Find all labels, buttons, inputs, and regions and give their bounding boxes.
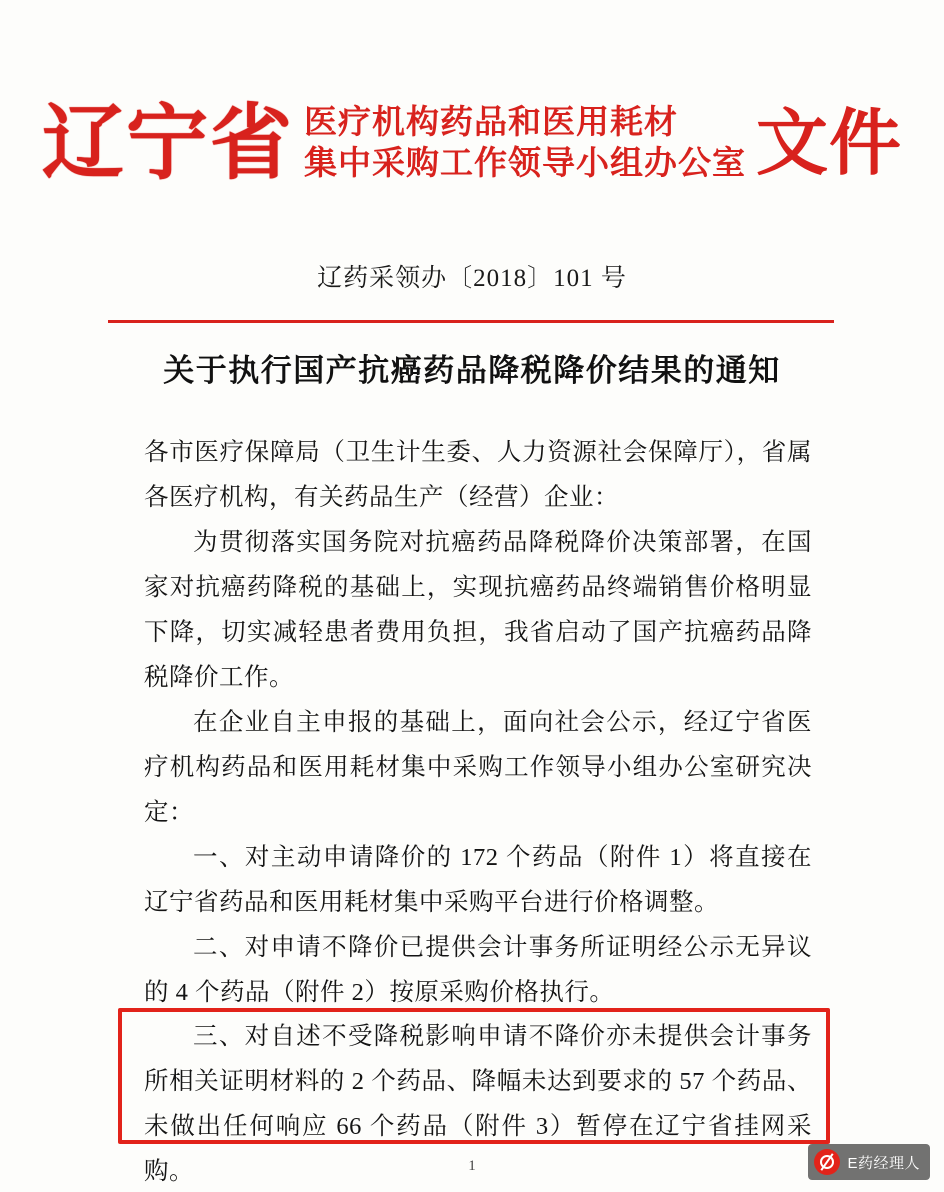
letterhead-inner [41,95,903,191]
paragraph-item-one: 一、对主动申请降价的 172 个药品（附件 1）将直接在辽宁省药品和医用耗材集中采购平台进行价格调整。 [144,844,812,916]
paragraph-background: 为贯彻落实国务院对抗癌药品降税降价决策部署，在国家对抗癌药降税的基础上，实现抗癌药品终端销售价格明显下降，切实减轻患者费用负担，我省启动了国产抗癌药品降税降价工作。 [144,529,812,691]
wechat-account-logo-icon [814,1149,840,1175]
paragraph-item-three-highlighted: 三、对自述不受降税影响申请不降价亦未提供会计事务所相关证明材料的 2 个药品、降幅未达到要求的 57 个药品、未做出任何响应 66 个药品（附件 3）暂停在辽宁省挂网采购。 [144,1023,812,1185]
document-number: 辽药采领办〔2018〕101 号 [317,265,627,292]
paragraph-addressees: 各市医疗保障局（卫生计生委、人力资源社会保障厅），省属各医疗机构，有关药品生产（经营）企业： [144,439,812,511]
letterhead-middle-line-1: 医疗机构药品和医用耗材 [304,102,678,142]
page-title: 关于执行国产抗癌药品降税降价结果的通知 [163,353,781,388]
paragraph-item-two: 二、对申请不降价已提供会计事务所证明经公示无异议的 4 个药品（附件 2）按原采购价格执行。 [144,934,812,1006]
page-number: 1 [468,1158,476,1174]
letterhead [0,78,944,208]
letterhead-document-word: 文件 [756,100,903,185]
document-body [144,430,812,1015]
letterhead-middle [304,102,746,182]
letterhead-province: 辽宁省 [41,95,294,191]
watermark-badge [808,1144,930,1180]
red-separator-rule [108,320,834,323]
letterhead-middle-line-2: 集中采购工作领导小组办公室 [304,143,746,182]
paragraph-decision-intro: 在企业自主申报的基础上，面向社会公示，经辽宁省医疗机构药品和医用耗材集中采购工作领导小组办公室研究决定： [144,709,812,826]
watermark-label: E药经理人 [847,1154,920,1172]
